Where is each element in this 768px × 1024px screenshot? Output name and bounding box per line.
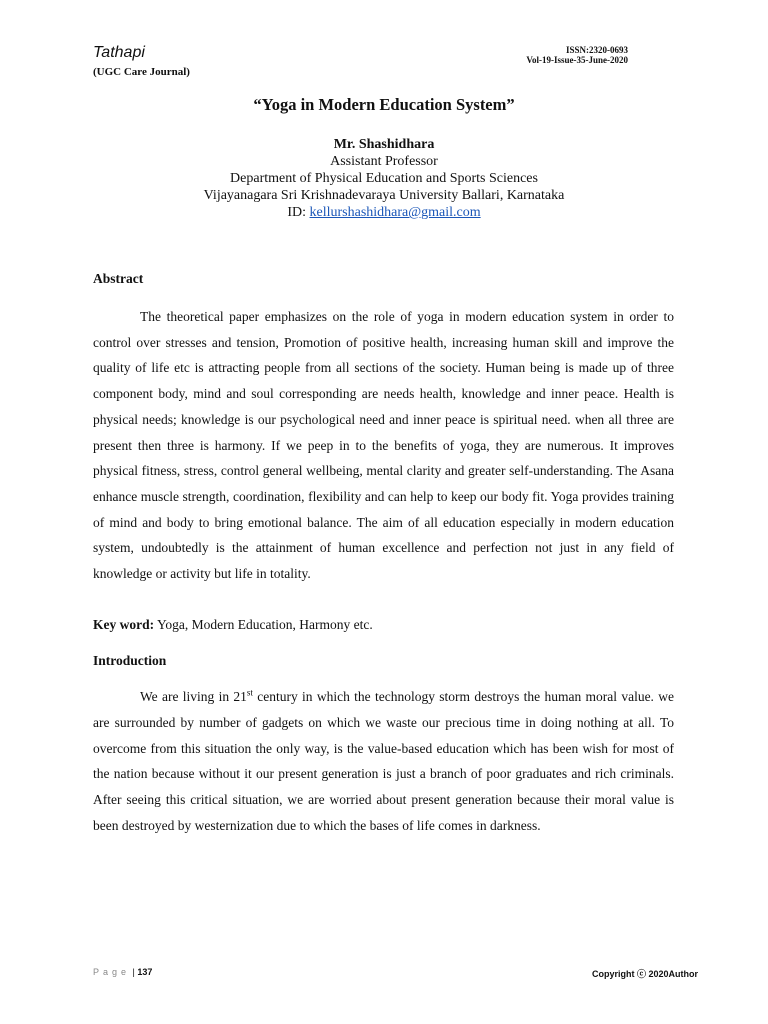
journal-name: Tathapi bbox=[93, 44, 145, 61]
page-number: 137 bbox=[137, 967, 153, 977]
intro-superscript: st bbox=[246, 687, 253, 698]
intro-text-start: We are living in 21 bbox=[140, 689, 247, 704]
abstract-text: The theoretical paper emphasizes on the role of yoga in modern education system in order to control over stresses and tension, Promotion of positive health, increasing human skill and improve the quality of life etc is attracting people from all sections of the society. Human being is made up of three component body, mind and soul corresponding are needs health, knowledge and inner peace. Health is physical needs; knowledge is our psychological need and inner peace is spiritual need. when all three are present then three is harmony. If we peep in to the benefits of yoga, they are numerous. It improves physical fitness, stress, control general wellbeing, mental clarity and greater self-understanding. The Asana enhance muscle strength, coordination, flexibility and can help to keep our body fit. Yoga provides training of mind and body to bring emotional balance. The aim of all education especially in modern education system, undoubtedly is the attainment of human excellence and perfection not just in any field of knowledge or activity but life in totality. bbox=[93, 309, 674, 582]
introduction-heading: Introduction bbox=[93, 653, 167, 668]
author-university: Vijayanagara Sri Krishnadevaraya University Ballari, Karnataka bbox=[203, 188, 565, 203]
keywords-text: Yoga, Modern Education, Harmony etc. bbox=[154, 617, 373, 632]
volume-issue: Vol-19-Issue-35-June-2020 bbox=[526, 55, 628, 65]
abstract-heading: Abstract bbox=[93, 271, 144, 286]
page-footer-number bbox=[93, 967, 152, 977]
page-separator: | bbox=[130, 967, 138, 977]
issn: ISSN:2320-0693 bbox=[565, 45, 628, 55]
author-block bbox=[0, 136, 768, 221]
keywords-line bbox=[93, 617, 674, 633]
paper-title: “Yoga in Modern Education System” bbox=[253, 95, 515, 114]
journal-note: (UGC Care Journal) bbox=[93, 66, 190, 78]
copyright-notice: Copyright ⓒ 2020Author bbox=[591, 969, 698, 979]
introduction-text bbox=[93, 684, 674, 839]
author-position: Assistant Professor bbox=[330, 154, 438, 169]
author-email-link[interactable]: kellurshashidhara@gmail.com bbox=[309, 205, 481, 220]
intro-text-rest: century in which the technology storm destroys the human moral value. we are surrounded by number of gadgets on which we waste our precious time in doing nothing at all. To overcome from this situation the only way, is the value-based education which has been wish for most of the nation because without it our present generation is just a branch of poor graduates and rich criminals. After seeing this critical situation, we are worried about present generation because their moral value is been destroyed by westernization due to which the bases of life comes in darkness. bbox=[93, 689, 674, 833]
author-id-label: ID: bbox=[287, 205, 310, 220]
author-department: Department of Physical Education and Sports Sciences bbox=[230, 171, 538, 186]
keywords-label: Key word: bbox=[93, 617, 155, 632]
author-name: Mr. Shashidhara bbox=[333, 137, 435, 152]
author-id-line bbox=[0, 204, 768, 221]
page-word: Page bbox=[93, 967, 131, 977]
